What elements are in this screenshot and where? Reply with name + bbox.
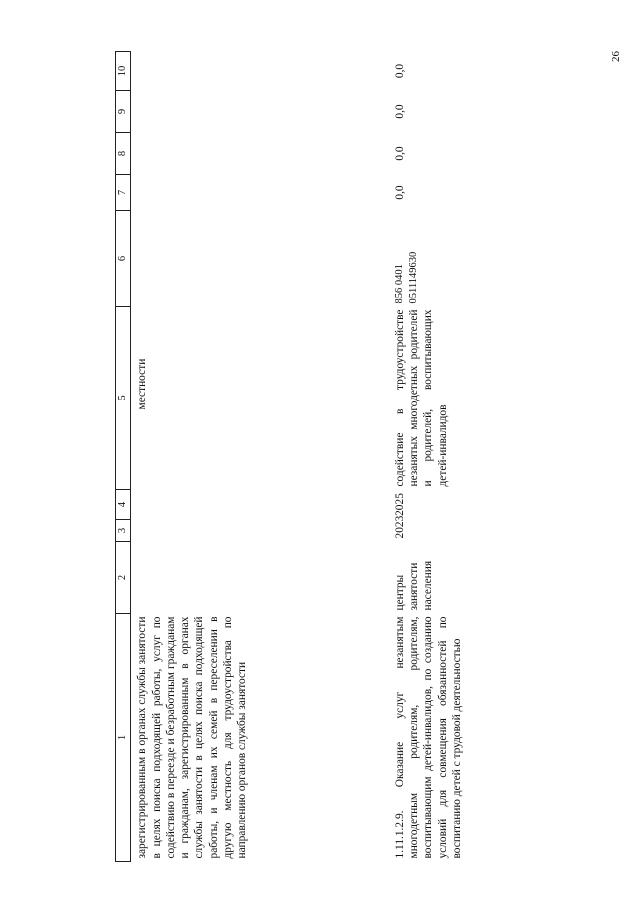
activity-name-cell: 1.11.1.2.9. Оказание услуг незанятым многодетным родителям, родителям, воспитывающим детей-инвалидов, по созданию условий для совмещения обязанностей по воспитанию детей с трудовой деятельностью [393, 616, 463, 859]
page-number: 26 [610, 51, 622, 62]
value-cell [131, 52, 389, 91]
column-number: 9 [116, 91, 131, 133]
activity-name-cell: зарегистрированным в органах службы занятости в целях поиска подходящей работы, услуг по содействию в переезде и безработным гражданам и гражданам, зарегистрированным в органах службы занятости в целях поиска подходящей работы, и членам их семей в переселении в другую местность для трудоустройства по направлению органов службы занятости [136, 616, 249, 859]
column-number: 10 [116, 52, 131, 91]
table-row [131, 52, 389, 862]
column-number: 5 [116, 307, 131, 490]
column-number: 1 [116, 614, 131, 862]
column-number-row [116, 52, 131, 862]
value-cell: 0,0 [393, 104, 406, 119]
table-row [389, 52, 464, 862]
value-cell: 0,0 [393, 63, 406, 79]
executor-cell: центры занятости населения [393, 560, 435, 611]
budget-code-cell: 856 0401 0511149630 [393, 251, 420, 304]
result-cell: местности [136, 358, 149, 410]
column-number: 8 [116, 133, 131, 175]
end-year-cell [131, 490, 389, 520]
column-number: 2 [116, 542, 131, 614]
rotated-table-container [115, 52, 640, 862]
column-number: 7 [116, 175, 131, 211]
value-cell [131, 133, 389, 175]
program-table [115, 51, 464, 862]
value-cell: 0,0 [393, 146, 406, 161]
value-cell: 0,0 [393, 185, 406, 200]
start-year-cell [131, 520, 389, 542]
start-year-cell: 2023 [393, 515, 406, 539]
column-number: 6 [116, 211, 131, 307]
value-cell [131, 91, 389, 133]
budget-code-cell [131, 211, 389, 307]
result-cell: содействие в трудоустройстве незанятых многодетных родителей и родителей, воспитывающих детей-инвалидов [393, 309, 449, 487]
column-number: 3 [116, 520, 131, 542]
column-number: 4 [116, 490, 131, 520]
end-year-cell: 2025 [393, 493, 406, 516]
value-cell [131, 175, 389, 211]
executor-cell [131, 542, 389, 614]
